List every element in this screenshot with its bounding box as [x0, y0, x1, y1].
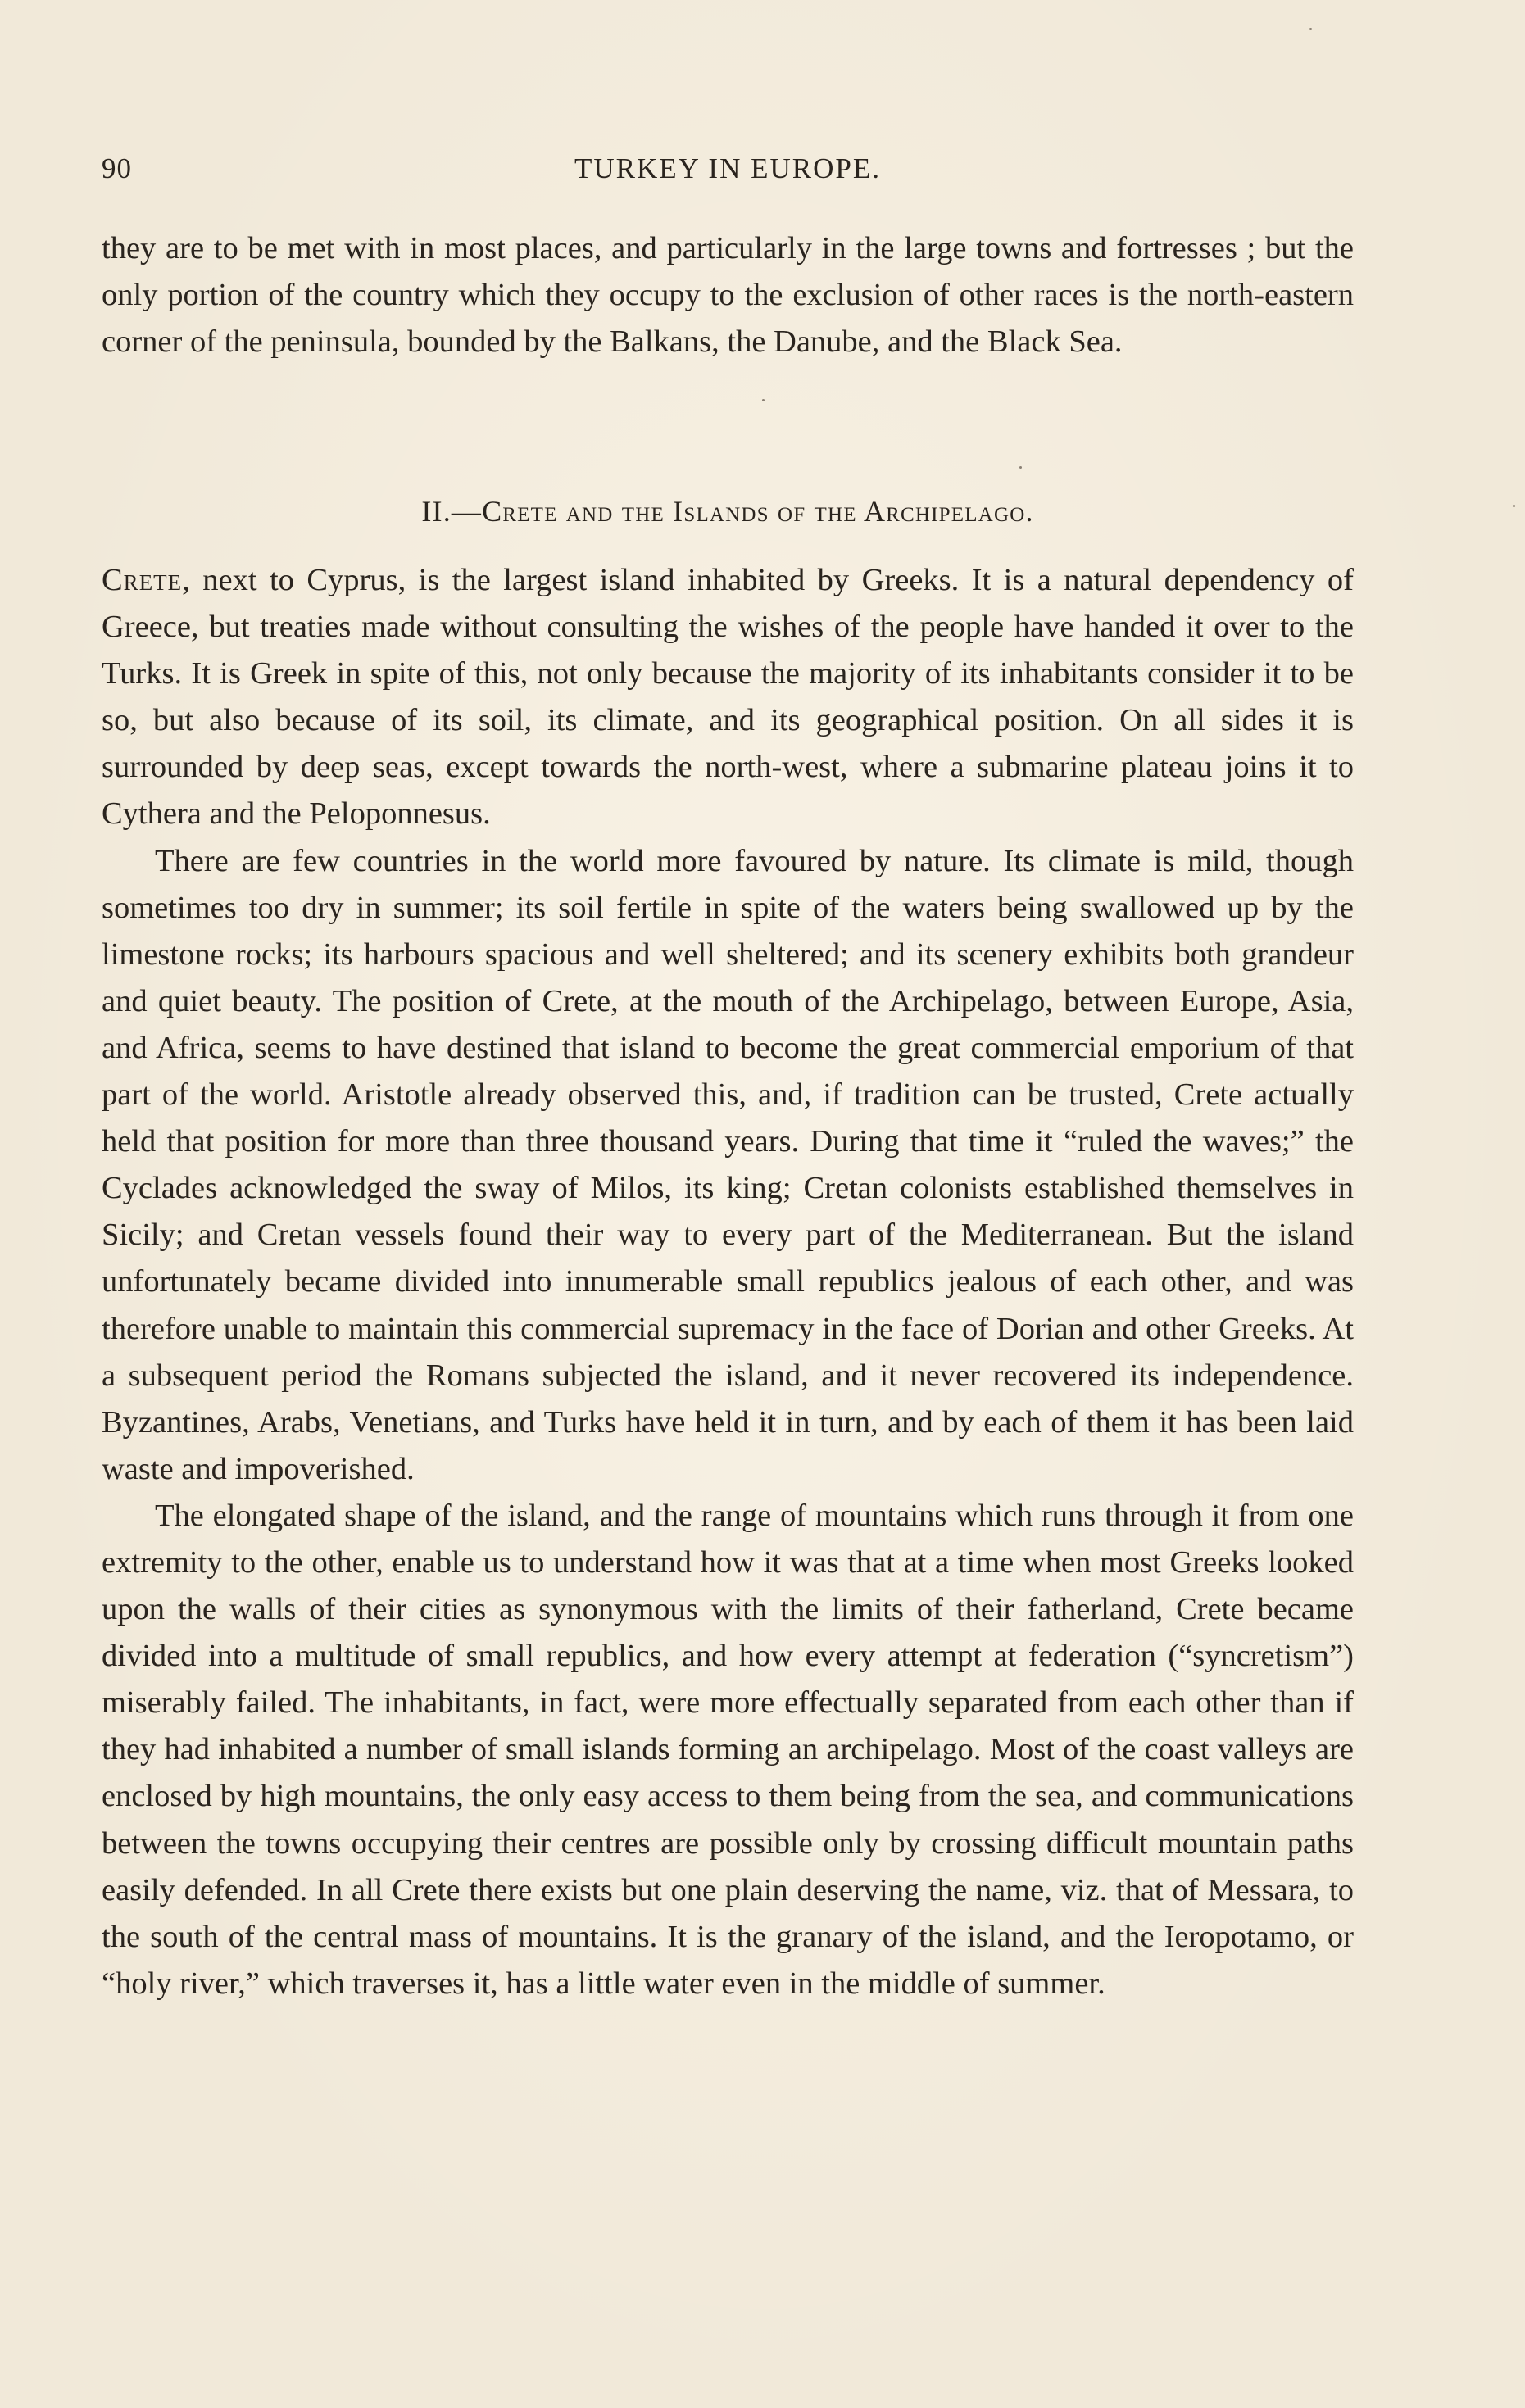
section-title: Crete and the Islands of the Archipelago. [482, 495, 1034, 528]
page-header [102, 152, 1354, 193]
paper-speck [1513, 505, 1515, 507]
intro-text-block [102, 225, 1354, 365]
paragraph-geography: The elongated shape of the island, and the range of mountains which runs through it from one extremity to the other, enable us to understand how it was that at a time when most Greeks looked upon the walls of their cities as synonymous with the limits of their fatherland, Crete became divided into a multitude of small republics, and how every attempt at federation (“syncretism”) miserably failed. The inhabitants, in fact, were more effectually separated from each other than if they had inhabited a number of small islands forming an archipelago. Most of the coast valleys are enclosed by high mountains, the only easy access to them being from the sea, and communications between the towns occupying their centres are possible only by crossing difficult mountain paths easily defended. In all Crete there exists but one plain deserving the name, viz. that of Messara, to the south of the central mass of mountains. It is the granary of the island, and the Ieropotamo, or “holy river,” which traverses it, has a little water even in the middle of summer. [102, 1498, 1354, 2001]
paragraph-nature: There are few countries in the world more favoured by nature. Its climate is mild, though sometimes too dry in summer; its soil fertile in spite of the waters being swallowed up by the limestone rocks; its harbours spacious and well sheltered; and its scenery exhibits both grandeur and quiet beauty. The position of Crete, at the mouth of the Archipelago, between Europe, Asia, and Africa, seems to have destined that island to become the great commercial emporium of that part of the world. Aristotle already observed this, and, if tradition can be trusted, Crete actually held that position for more than three thousand years. During that time it “ruled the waves;” the Cyclades acknowledged the sway of Milos, its king; Cretan colonists established themselves in Sicily; and Cretan vessels found their way to every part of the Mediterranean. But the island unfortunately became divided into innumerable small republics jealous of each other, and was therefore unable to maintain this commercial supremacy in the face of Dorian and other Greeks. At a subsequent period the Romans subjected the island, and it never recovered its independence. Byzantines, Arabs, Venetians, and Turks have held it in turn, and by each of them it has been laid waste and impoverished. [102, 843, 1354, 1486]
section-heading [102, 494, 1354, 528]
paper-speck [1309, 28, 1312, 30]
section-number: II.— [421, 495, 483, 528]
lead-word: Crete [102, 563, 183, 597]
paragraph-text: , next to Cyprus, is the largest island inhabited by Greeks. It is a natural dependency of Greece, but treaties made without consulting the wishes of the people have handed it over to the Turks. It is Greek in spite of this, not only because the majority of its inhabitants consider it to be so, but also because of its soil, its climate, and its geographical position. On all sides it is surrounded by deep seas, except towards the north-west, where a submarine plateau joins it to Cythera and the Peloponnesus. [102, 563, 1354, 832]
page-number: 90 [102, 152, 132, 184]
intro-paragraph: they are to be met with in most places, and particularly in the large towns and fortresses ; but the only portion of the country which they occupy to the exclusion of other races is the north-eastern corner of the peninsula, bounded by the Balkans, the Danube, and the Black Sea. [102, 231, 1354, 360]
section-text-block [102, 557, 1354, 2007]
paper-speck [1019, 466, 1022, 469]
paper-speck [762, 399, 765, 401]
paragraph-crete-intro [102, 557, 1354, 838]
running-title: TURKEY IN EUROPE. [574, 152, 881, 184]
